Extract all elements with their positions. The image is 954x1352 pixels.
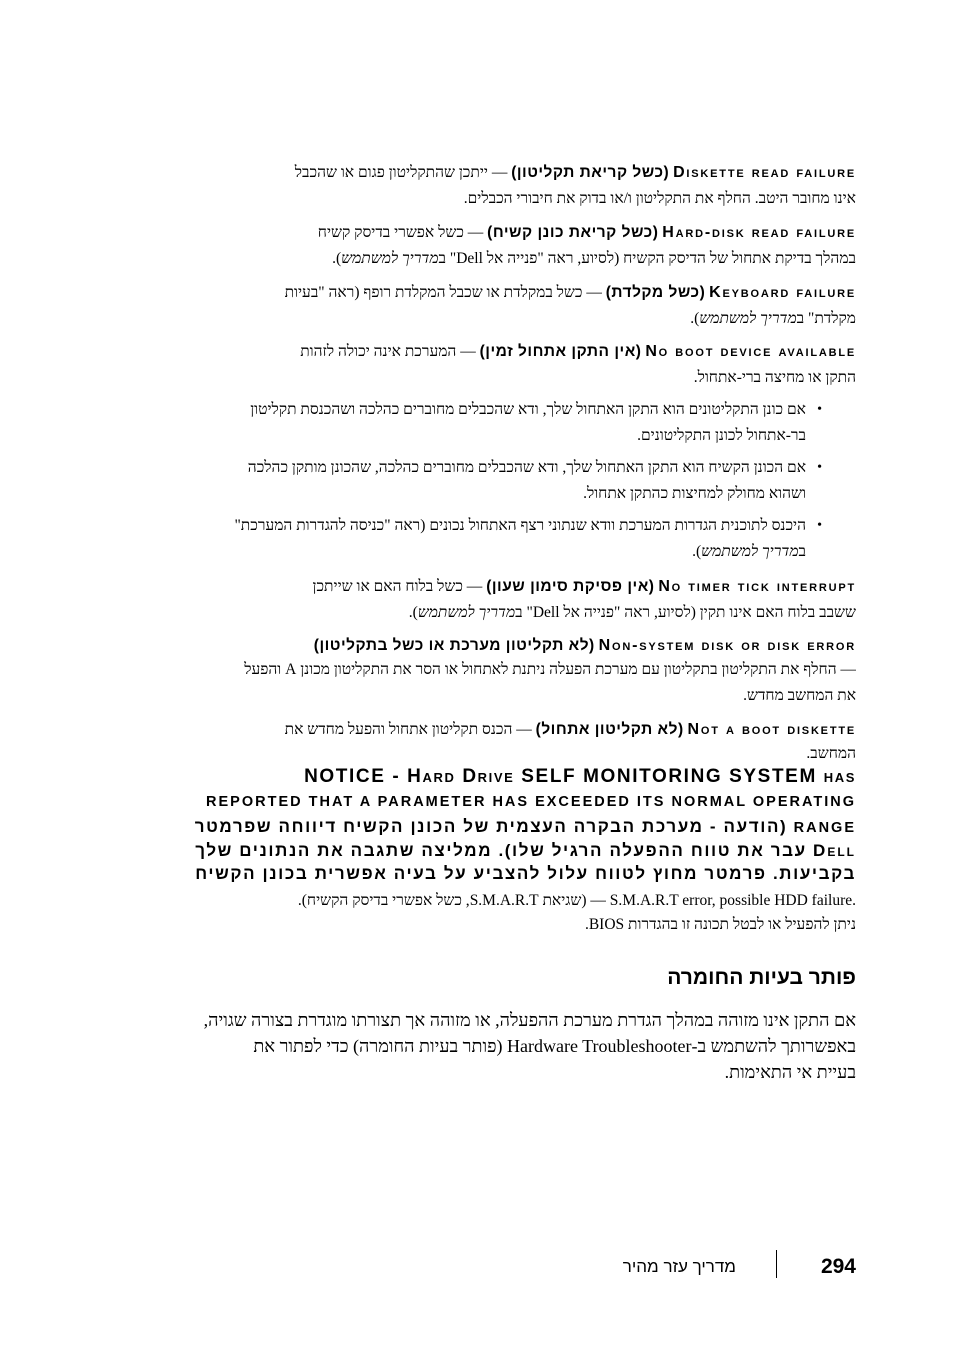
notice-line xyxy=(128,889,856,913)
error-name: Non-system disk or disk error xyxy=(598,637,856,654)
guide-reference: מדריך למשתמש xyxy=(699,310,797,327)
notice-text: REPORTED THAT A PARAMETER HAS EXCEEDED ITS NORMAL OPERATING xyxy=(206,794,856,810)
bullet-text xyxy=(128,540,806,564)
text: ). xyxy=(692,543,702,560)
notice-line xyxy=(126,766,856,788)
error-description: — ייתכן שהתקליטון פגום או שהכבל xyxy=(294,164,508,181)
guide-reference: מדריך למשתמש xyxy=(341,250,439,267)
entry-line xyxy=(128,575,856,599)
error-name: No timer tick interrupt xyxy=(658,578,856,595)
error-description: — כשל בלוח האם או שייתכן xyxy=(312,578,483,595)
text: ). xyxy=(332,250,342,267)
entry-line: אינו מחובר היטב. החלף את התקליטון ו/או בדוק את חיבורי הכבלים. xyxy=(463,190,856,207)
guide-title: מדריך עזר מהיר xyxy=(622,1257,736,1276)
notice-text: Dell xyxy=(813,841,856,860)
entry-line xyxy=(128,221,856,245)
guide-reference: מדריך למשתמש xyxy=(417,604,516,621)
error-name-hebrew: (אין התקן אתחול זמין) xyxy=(479,343,642,360)
text: ב xyxy=(798,543,806,560)
notice-text: RANGE xyxy=(793,820,856,836)
list-item xyxy=(128,456,856,506)
entry-line xyxy=(128,247,856,271)
text: ששבב בלוח האם אינו תקין (לסיוע, ראה "פנייה אל Dell" ב xyxy=(515,604,856,621)
error-name: Hard-disk read failure xyxy=(662,224,856,241)
error-name-hebrew: (אין פסיקת סימון שעון) xyxy=(486,578,655,595)
notice-line xyxy=(126,841,856,861)
bullet-icon: • xyxy=(817,402,822,417)
footer-divider xyxy=(776,1250,777,1278)
list-item xyxy=(128,398,856,448)
section-title: פותר בעיות החומרה xyxy=(667,966,856,989)
entry-line xyxy=(128,718,856,742)
error-name-hebrew: (כשל קריאת כונן קשיח) xyxy=(487,224,659,241)
error-name-hebrew: (כשל מקלדת) xyxy=(605,284,706,301)
guide-reference: מדריך למשתמש xyxy=(701,543,799,560)
bullet-icon: • xyxy=(817,518,822,533)
error-name-hebrew: (לא תקליטון אתחול) xyxy=(535,721,684,738)
entry-line xyxy=(128,281,856,305)
entry-line xyxy=(128,340,856,364)
bullet-text: ושהוא מחולק למחיצות כהתקן אתחול. xyxy=(583,485,806,502)
entry-line xyxy=(128,161,856,185)
list-item xyxy=(128,514,856,564)
page-number: 294 xyxy=(820,1255,856,1278)
bullet-icon: • xyxy=(817,460,822,475)
notice-text-hebrew: עבר את טווח ההפעלה הרגיל שלו). ממליצה שתגבה את הנתונים שלך xyxy=(195,841,807,860)
text: מקלדת" ב xyxy=(796,310,856,327)
text: ). xyxy=(408,604,418,621)
bullet-text: אם הכונן הקשיח הוא התקן האתחול שלך, ודא שהכבלים מחוברים כהלכה, שהכונן מותקן כהלכה xyxy=(247,459,806,476)
error-description: — המערכת אינה יכולה לזהות xyxy=(300,343,476,360)
error-description: — כשל במקלדת או שכבל המקלדת רופף (ראה "בעיות xyxy=(284,284,602,301)
error-name-hebrew: (לא תקליטון מערכת או כשל בתקליטון) xyxy=(313,637,595,654)
text: ). xyxy=(690,310,700,327)
body-line: באפשרותך להשתמש ב-Hardware Troubleshooter (פותר בעיות החומרה) כדי לפתור את xyxy=(253,1036,856,1056)
error-name: No boot device available xyxy=(645,343,856,360)
entry-line xyxy=(128,307,856,331)
notice-line xyxy=(126,794,856,810)
entry-line: — החלף את התקליטון בתקליטון עם מערכת הפעלה ניתנת לאתחול או הסר את התקליטון מכונן A והפעל xyxy=(244,661,856,678)
notice-line: ניתן להפעיל או לבטל תכונה זו בהגדרות BIOS. xyxy=(584,916,856,933)
bullet-text: היכנס לתוכנית הגדרות המערכת וודא שנתוני רצף האתחול נכונים (ראה "כניסה להגדרות המערכת" xyxy=(234,517,806,534)
bullet-text: בר-אתחול לכונן התקליטונים. xyxy=(637,427,806,444)
error-description: — כשל אפשרי בדיסק קשיח xyxy=(317,224,484,241)
notice-text: NOTICE - Hard Drive SELF MONITORING SYSTEM has xyxy=(304,766,856,787)
entry-line: את המחשב מחדש. xyxy=(743,687,856,704)
error-name: Diskette read failure xyxy=(673,164,856,181)
error-name-hebrew: (כשל קריאת תקליטון) xyxy=(511,164,670,181)
error-description: — הכנס תקליטון אתחול והפעל מחדש את xyxy=(284,721,532,738)
notice-text-hebrew: (שגיאת S.M.A.R.T, כשל אפשרי בדיסק הקשיח). xyxy=(297,892,587,909)
error-name: Not a boot diskette xyxy=(687,721,856,738)
notice-text: — S.M.A.R.T error, possible HDD failure. xyxy=(590,892,856,909)
error-name: Keyboard failure xyxy=(709,284,856,301)
entry-line xyxy=(128,634,856,658)
bullet-text: אם כונן התקליטונים הוא התקן האתחול שלך, ודא שהכבלים מחוברים כהלכה ושהכנסת תקליטון xyxy=(250,401,806,418)
notice-line: בקביעות. פרמטר מחוץ לטווח עלול להצביע על בעיה אפשרית בכונן הקשיח xyxy=(195,864,856,883)
entry-line xyxy=(128,601,856,625)
entry-line: התקן או מחיצה ברי-אתחול. xyxy=(693,369,856,386)
notice-text-hebrew: (הודעה - מערכת הבקרה העצמית של הכונן הקשיח דיווחה שפרמטר xyxy=(194,817,788,836)
body-line: אם התקן אינו מזוהה במהלך הגדרת מערכת ההפעלה, או מזוהה אך תצורתו מוגדרת בצורה שגויה, xyxy=(203,1010,856,1030)
text: במהלך בדיקת אתחול של הדיסק הקשיח (לסיוע, ראה "פנייה אל Dell" ב xyxy=(438,250,856,267)
notice-line xyxy=(126,817,856,837)
entry-line: המחשב. xyxy=(806,745,856,762)
body-line: בעיית אי התאימות. xyxy=(724,1062,856,1082)
